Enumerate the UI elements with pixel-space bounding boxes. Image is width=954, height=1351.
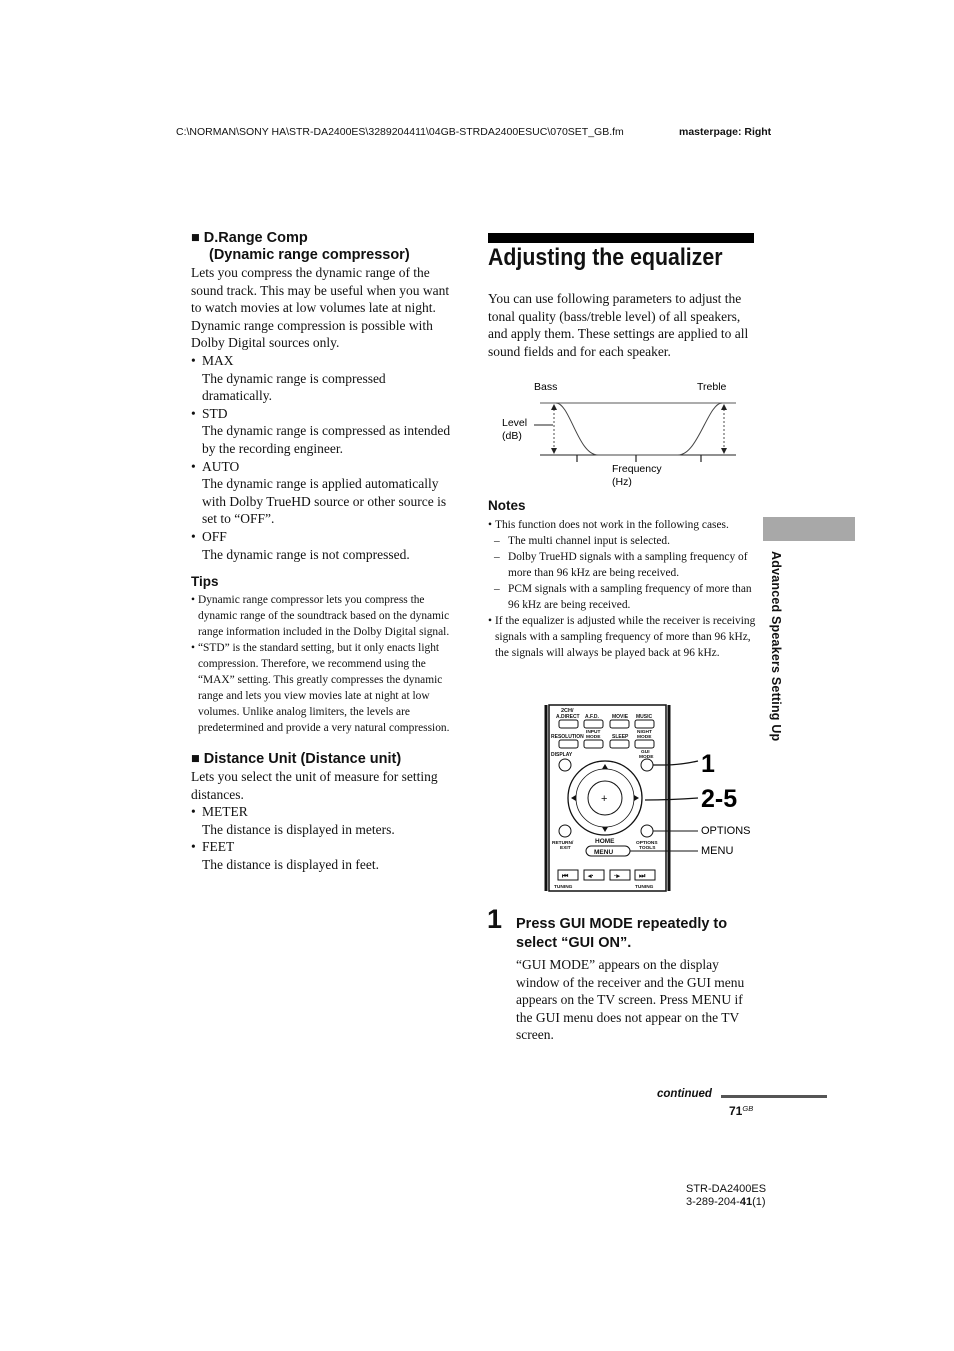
key-label: MODE bbox=[586, 735, 601, 740]
option-label: MAX bbox=[202, 352, 234, 368]
drc-options bbox=[191, 352, 459, 563]
section-intro: You can use following parameters to adjust the tonal quality (bass/treble level) of all speakers, and apply them. These settings are applied to all sound fields and for each speaker. bbox=[488, 291, 749, 359]
rewind-icon: ◂· bbox=[588, 873, 594, 880]
option-label: METER bbox=[202, 804, 248, 820]
title-rule bbox=[488, 233, 754, 243]
key-label: 2CH/ bbox=[561, 708, 574, 714]
tips-list bbox=[191, 592, 459, 736]
key-label: MOVIE bbox=[612, 714, 629, 720]
tip-item: • “STD” is the standard setting, but it only enacts light compression. Therefore, we recommend using the “MAX” setting. This greatly compresses the dynamic range and lets you view movies late at night at low volumes. Unlike analog limiters, the levels are predetermined and provide a very natural compression. bbox=[191, 642, 450, 735]
options-callout-label: OPTIONS bbox=[701, 825, 751, 837]
notes-heading: Notes bbox=[488, 498, 526, 513]
square-bullet-icon: ■ bbox=[191, 751, 200, 768]
notes-list bbox=[488, 517, 758, 661]
option-feet: • FEET The distance is displayed in feet. bbox=[191, 838, 459, 873]
option-desc: The distance is displayed in meters. bbox=[202, 821, 395, 837]
drc-intro: Lets you compress the dynamic range of the sound track. This may be useful when you want to watch movies at low volumes late at night. Dynamic range compression is possible with Dolby Digital sources only. bbox=[191, 265, 450, 351]
option-desc: The dynamic range is applied automatically with Dolby TrueHD source or other source is set to “OFF”. bbox=[202, 476, 447, 527]
option-label: AUTO bbox=[202, 458, 240, 474]
file-path: C:\NORMAN\SONY HA\STR-DA2400ES\3289204411\04GB-STRDA2400ESUC\070SET_GB.fm bbox=[176, 126, 624, 138]
step-number: 1 bbox=[487, 904, 503, 934]
key-label: MODE bbox=[637, 735, 652, 740]
treble-label: Treble bbox=[697, 381, 727, 393]
continued-label: continued bbox=[657, 1088, 712, 1100]
drc-title: D.Range Comp bbox=[203, 230, 308, 246]
bass-label: Bass bbox=[534, 381, 558, 393]
key-label: SLEEP bbox=[612, 734, 629, 740]
distance-intro: Lets you select the unit of measure for setting distances. bbox=[191, 769, 438, 802]
note-item: • If the equalizer is adjusted while the receiver is receiving signals with a sampling frequency of more than 96 kHz, the signals will always be played back at 96 kHz. bbox=[488, 615, 756, 659]
level-unit: (dB) bbox=[502, 430, 522, 442]
key-label: GUI bbox=[641, 750, 650, 755]
option-label: FEET bbox=[202, 839, 235, 855]
option-desc: The distance is displayed in feet. bbox=[202, 857, 379, 873]
option-desc: The dynamic range is not compressed. bbox=[202, 546, 410, 562]
option-auto: • AUTO The dynamic range is applied automatically with Dolby TrueHD source or other source is set to “OFF”. bbox=[191, 458, 459, 528]
distance-heading bbox=[191, 751, 459, 768]
tip-item: • Dynamic range compressor lets you compress the dynamic range of the soundtrack based on the dynamic range information included in the Dolby Digital signal. bbox=[191, 594, 450, 639]
section-sidebar-label: Advanced Speakers Setting Up bbox=[769, 551, 783, 742]
key-label: NIGHT bbox=[637, 730, 652, 735]
bass-arrow-down-icon bbox=[551, 448, 557, 454]
key-label: DISPLAY bbox=[551, 752, 573, 758]
option-desc: The dynamic range is compressed as intended by the recording engineer. bbox=[202, 423, 451, 456]
left-column bbox=[191, 230, 459, 874]
continued-rule bbox=[721, 1095, 827, 1098]
drc-subtitle: (Dynamic range compressor) bbox=[209, 247, 410, 263]
key-label: OPTIONS bbox=[636, 841, 658, 846]
key-label: EXIT bbox=[560, 846, 571, 851]
note-subitem: – Dolby TrueHD signals with a sampling frequency of more than 96 kHz are being received. bbox=[494, 551, 748, 579]
option-label: STD bbox=[202, 405, 228, 421]
treble-arrow-up-icon bbox=[721, 404, 727, 410]
level-label: Level bbox=[502, 417, 528, 429]
option-meter: • METER The distance is displayed in meters. bbox=[191, 803, 459, 838]
callout-steps-2-5: 2-5 bbox=[701, 785, 738, 813]
option-label: OFF bbox=[202, 528, 227, 544]
key-label: A.F.D. bbox=[585, 714, 599, 720]
plus-icon: + bbox=[601, 793, 608, 805]
masterpage-label: masterpage: Right bbox=[679, 126, 772, 138]
tips-heading: Tips bbox=[191, 574, 219, 590]
remote-control-illustration bbox=[540, 703, 770, 893]
distance-title: Distance Unit (Distance unit) bbox=[203, 751, 402, 768]
model-number: STR-DA2400ES bbox=[686, 1183, 767, 1195]
step-title: Press GUI MODE repeatedly to select “GUI ON”. bbox=[516, 916, 728, 951]
frequency-label: Frequency bbox=[612, 463, 662, 475]
option-std: • STD The dynamic range is compressed as intended by the recording engineer. bbox=[191, 405, 459, 458]
eq-curve bbox=[556, 403, 722, 455]
section-title: Adjusting the equalizer bbox=[488, 244, 723, 271]
option-max: • MAX The dynamic range is compressed dramatically. bbox=[191, 352, 459, 405]
part-code: 3-289-204-41(1) bbox=[686, 1196, 766, 1208]
step-body: “GUI MODE” appears on the display window of the receiver and the GUI menu appears on the TV screen. Press MENU if the GUI menu does not appear on the TV screen. bbox=[516, 957, 745, 1043]
key-label: MENU bbox=[594, 849, 614, 856]
note-item: • This function does not work in the following cases. bbox=[488, 519, 729, 531]
bass-arrow-up-icon bbox=[551, 404, 557, 410]
notes-section bbox=[488, 497, 758, 661]
prev-icon: ⏮ bbox=[562, 873, 569, 880]
key-label: TOOLS bbox=[639, 846, 656, 851]
section-tab bbox=[763, 517, 855, 541]
eq-diagram bbox=[498, 376, 748, 492]
menu-callout-label: MENU bbox=[701, 845, 734, 857]
key-label: MODE bbox=[639, 755, 654, 760]
key-label: RETURN/ bbox=[552, 841, 574, 846]
square-bullet-icon: ■ bbox=[191, 230, 200, 246]
key-label: A.DIRECT bbox=[556, 714, 580, 720]
treble-arrow-down-icon bbox=[721, 448, 727, 454]
frequency-unit: (Hz) bbox=[612, 476, 632, 488]
key-label: RESOLUTION bbox=[551, 734, 584, 740]
page-number: $71^{GB}$ bbox=[729, 1104, 754, 1118]
key-label: TUNING bbox=[635, 885, 654, 890]
option-off: • OFF The dynamic range is not compressed. bbox=[191, 528, 459, 563]
note-subitem: – The multi channel input is selected. bbox=[494, 535, 670, 547]
option-desc: The dynamic range is compressed dramatically. bbox=[202, 370, 386, 404]
page-suffix: GB bbox=[742, 1104, 754, 1113]
forward-icon: ·▸ bbox=[614, 873, 620, 880]
next-icon: ⏭ bbox=[639, 873, 646, 880]
key-label: MUSIC bbox=[636, 714, 653, 720]
key-label: HOME bbox=[595, 838, 615, 845]
note-subitem: – PCM signals with a sampling frequency of more than 96 kHz are being received. bbox=[494, 583, 752, 611]
distance-options bbox=[191, 803, 459, 873]
drc-heading bbox=[191, 230, 459, 247]
key-label: TUNING bbox=[554, 885, 573, 890]
callout-step-1: 1 bbox=[701, 750, 715, 778]
key-label: INPUT bbox=[586, 730, 601, 735]
